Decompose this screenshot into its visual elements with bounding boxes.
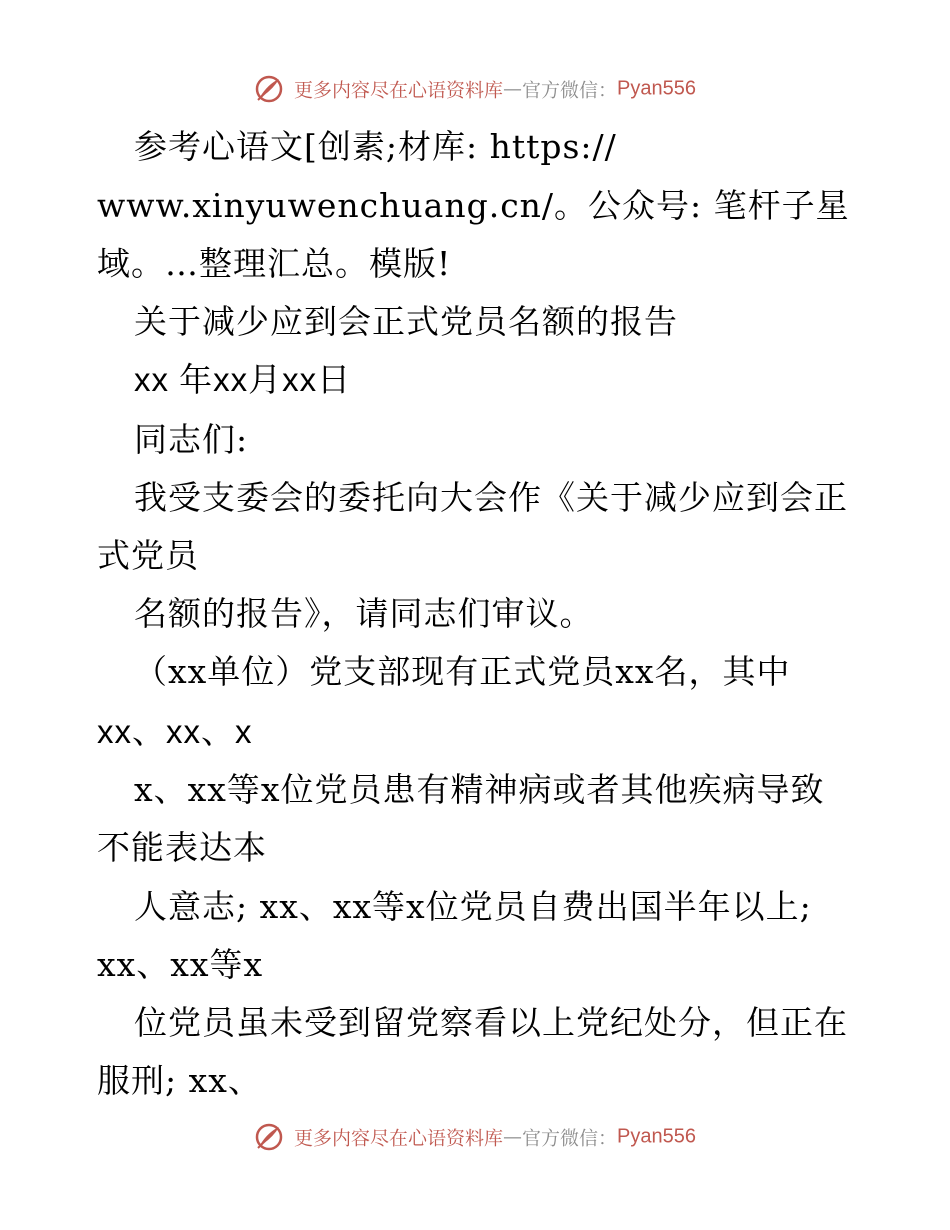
doc-date: xx 年xx月xx日 xyxy=(134,361,352,398)
banner-text: 更多内容尽在心语资料库 xyxy=(294,79,504,102)
doc-line: 名额的报告》，请同志们审议。 xyxy=(134,594,594,633)
feather-pen-logo-icon xyxy=(254,1122,284,1152)
doc-line: 域。…整理汇总。模版! xyxy=(97,244,452,283)
doc-title: 关于减少应到会正式党员名额的报告 xyxy=(134,302,678,341)
banner-text: 更多内容尽在心语资料库 xyxy=(294,1127,504,1150)
doc-line: xx、xx、x xyxy=(97,713,253,750)
doc-line: xx、xx等x xyxy=(97,945,264,984)
footer-banner xyxy=(0,1122,950,1152)
doc-line: 人意志; xx、xx等x位党员自费出国半年以上; xyxy=(134,887,812,926)
banner-label: 官方微信： xyxy=(522,1127,618,1150)
doc-line: 我受支委会的委托向大会作《关于减少应到会正 xyxy=(134,478,848,517)
banner-wechat-id: Pyan556 xyxy=(617,1125,697,1148)
feather-pen-logo-icon xyxy=(254,74,284,104)
header-banner xyxy=(0,74,950,104)
banner-label: 官方微信： xyxy=(522,79,618,102)
doc-line: 参考心语文[创素;材库: https:// xyxy=(134,127,617,166)
doc-line: 式党员 xyxy=(97,536,199,575)
banner-dash: — xyxy=(503,78,523,100)
doc-line: 服刑; xx、 xyxy=(97,1061,262,1100)
banner-dash: — xyxy=(503,1126,523,1148)
doc-greeting: 同志们: xyxy=(134,420,249,459)
doc-line: 位党员虽未受到留党察看以上党纪处分，但正在 xyxy=(134,1003,848,1042)
banner-wechat-id: Pyan556 xyxy=(617,77,697,100)
doc-line: www.xinyuwenchuang.cn/。公众号: 笔杆子星 xyxy=(97,186,850,225)
doc-line: （xx单位）党支部现有正式党员xx名，其中 xyxy=(134,652,791,691)
doc-line: 不能表达本 xyxy=(97,828,267,867)
doc-line: x、xx等x位党员患有精神病或者其他疾病导致 xyxy=(134,770,825,809)
